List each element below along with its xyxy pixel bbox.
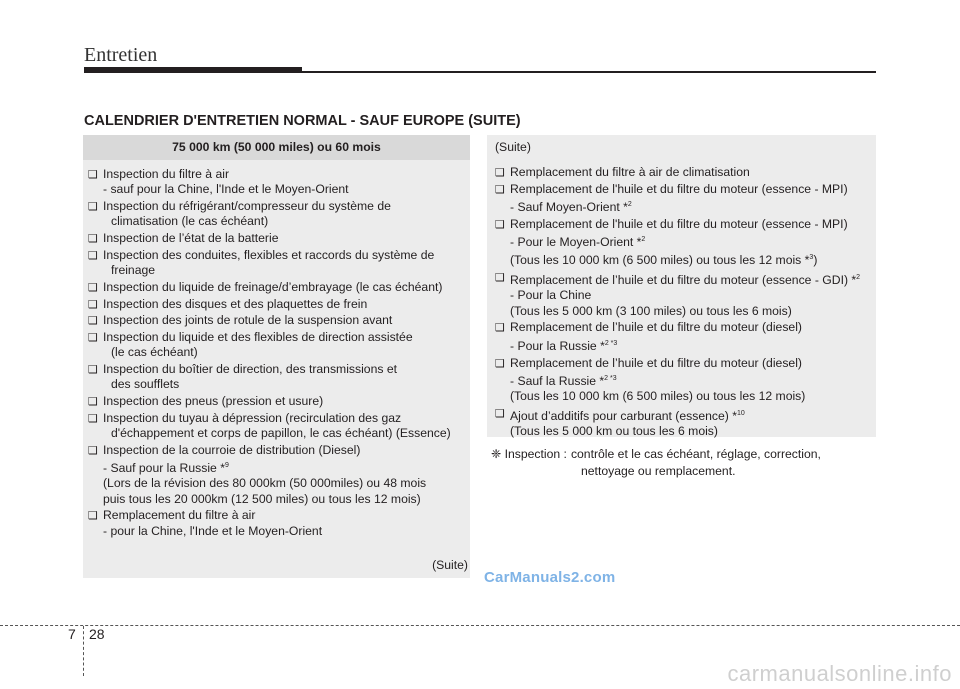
checkbox-icon: ❑ bbox=[88, 396, 98, 409]
checkbox-icon: ❑ bbox=[88, 298, 98, 311]
page-number: 28 bbox=[89, 626, 105, 642]
list-item: ❑ Remplacement de l’huile et du filtre du moteur (diesel) - Pour la Russie *$^{2 *3}$ bbox=[495, 320, 802, 353]
checkbox-icon: ❑ bbox=[88, 201, 98, 213]
list-item: ❑ Remplacement de l'huile et du filtre du moteur (essence - MPI) - Pour le Moyen-Orient *$^2$ (Tous les 10 000 km (6 500 miles) ou tous les 12 mois *$^3$) bbox=[495, 216, 848, 268]
list-item: ❑ Inspection du boîtier de direction, des transmissions et des soufflets bbox=[88, 362, 398, 392]
list-item: ❑ Remplacement de l’huile et du filtre du moteur (diesel) - Sauf la Russie *$^{2 *3}$ (Tous les 10 000 km (6 500 miles) ou tous les 12 mois) bbox=[495, 355, 806, 403]
chapter-number: 7 bbox=[68, 626, 76, 642]
checkbox-icon: ❑ bbox=[88, 315, 98, 328]
section-title: CALENDRIER D'ENTRETIEN NORMAL - SAUF EUROPE (SUITE) bbox=[84, 113, 521, 129]
checkbox-icon: ❑ bbox=[88, 281, 98, 294]
checkbox-icon: ❑ bbox=[495, 272, 505, 285]
right-panel bbox=[487, 135, 876, 437]
list-item: ❑ Inspection du liquide de freinage/d’embrayage (le cas échéant) bbox=[88, 280, 466, 295]
checkbox-icon: ❑ bbox=[495, 357, 505, 370]
site-watermark: carmanualsonline.info bbox=[727, 661, 952, 686]
checkbox-icon: ❑ bbox=[495, 183, 505, 196]
list-item: ❑ Inspection du tuyau à dépression (recirculation des gaz d'échappement et corps de papillon, le cas échéant) (Essence) bbox=[88, 410, 451, 441]
checkbox-icon: ❑ bbox=[495, 407, 505, 420]
checkbox-icon: ❑ bbox=[88, 233, 98, 245]
list-item: ❑ Inspection de la courroie de distribution (Diesel) - Sauf pour la Russie *$^9$ (Lors de la révision des 80 000km (50 000miles) ou 48 mois puis tous les 20 000km (12 500 miles) ou tous les 12 mois) bbox=[88, 442, 427, 506]
checkbox-icon: ❑ bbox=[88, 364, 98, 377]
header-title: Entretien bbox=[84, 44, 158, 66]
note-text-continued: nettoyage ou remplacement. bbox=[581, 464, 736, 478]
checkbox-icon: ❑ bbox=[495, 322, 505, 335]
left-panel-heading: 75 000 km (50 000 miles) ou 60 mois bbox=[83, 135, 470, 160]
list-item: ❑ Remplacement de l’huile et du filtre du moteur (essence - GDI) *$^2$ - Pour la Chine (Tous les 5 000 km (3 100 miles) ou tous les 6 mois) bbox=[495, 272, 861, 318]
checkbox-icon: ❑ bbox=[495, 167, 505, 179]
list-item: ❑ Inspection de l’état de la batterie bbox=[88, 231, 466, 246]
note-label: ❈ Inspection : bbox=[491, 447, 567, 461]
list-item: ❑ Inspection des conduites, flexibles et raccords du système de freinage bbox=[88, 247, 435, 277]
left-suite-label: (Suite) bbox=[432, 558, 468, 572]
checkbox-icon: ❑ bbox=[88, 444, 98, 457]
list-item: ❑ Remplacement de l'huile et du filtre du moteur (essence - MPI) - Sauf Moyen-Orient *$^2$ bbox=[495, 181, 848, 215]
checkbox-icon: ❑ bbox=[88, 249, 98, 262]
list-item: ❑ Inspection des disques et des plaquettes de frein bbox=[88, 297, 466, 312]
header-bar-thin bbox=[302, 71, 876, 73]
list-item: ❑ Ajout d’additifs pour carburant (essence) *$^{10}$ (Tous les 5 000 km ou tous les 6 mois) bbox=[495, 407, 745, 439]
list-item: ❑ Inspection du liquide et des flexibles de direction assistée (le cas échéant) bbox=[88, 330, 413, 360]
right-suite-label: (Suite) bbox=[495, 140, 531, 154]
checkbox-icon: ❑ bbox=[88, 332, 98, 345]
checkbox-icon: ❑ bbox=[495, 218, 505, 231]
left-panel bbox=[83, 135, 470, 578]
checkbox-icon: ❑ bbox=[88, 412, 98, 425]
left-checklist bbox=[83, 160, 470, 539]
note-text: contrôle et le cas échéant, réglage, correction, bbox=[570, 447, 821, 461]
inspection-note bbox=[491, 446, 875, 480]
checkbox-icon: ❑ bbox=[88, 169, 98, 181]
carmanuals-watermark[interactable]: CarManuals2.com bbox=[484, 569, 616, 586]
list-item: ❑ Remplacement du filtre à air de climatisation bbox=[495, 165, 872, 180]
footer-vertical-divider bbox=[83, 626, 84, 676]
list-item: ❑ Inspection du réfrigérant/compresseur du système de climatisation (le cas échéant) bbox=[88, 199, 391, 229]
list-item: ❑ Inspection des joints de rotule de la suspension avant bbox=[88, 313, 466, 328]
checkbox-icon: ❑ bbox=[88, 510, 98, 523]
list-item: ❑ Inspection du filtre à air - sauf pour la Chine, l'Inde et le Moyen-Orient bbox=[88, 167, 349, 197]
footer-divider bbox=[0, 625, 960, 626]
list-item: ❑ Inspection des pneus (pression et usure) bbox=[88, 394, 466, 409]
header-bar-thick bbox=[84, 67, 302, 73]
list-item: ❑ Remplacement du filtre à air - pour la Chine, l'Inde et le Moyen-Orient bbox=[88, 508, 323, 538]
